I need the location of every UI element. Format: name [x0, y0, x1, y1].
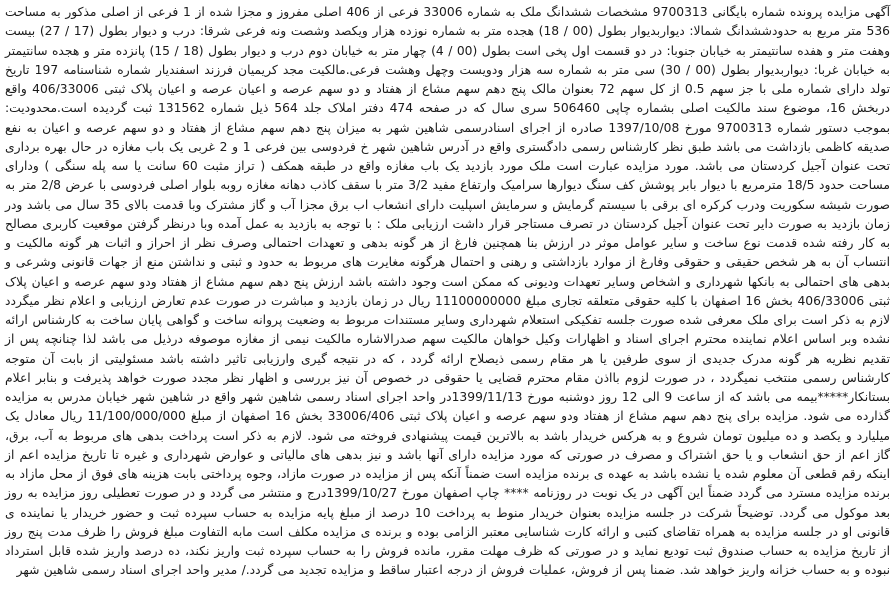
notice-body-text: آگهی مزایده پرونده شماره بایگانی 9700313 مشخصات ششدانگ ملک به شماره 33006 فرعی از 406 اصلی مفروز و مجزا شده از 1 فرعی از اصلی مذکور به مساحت 536 متر مربع به حدودششدانگ شمالا: دیواربدیوار بطول (00 / 18) هجده متر به شماره نوزده هزار ویکصد وشصت ونه فرعی شرقا: درب و دیوار بطول (17 / 27) بیست وهفت متر و هفده سانتیمتر به خیابان جنوبا: در دو قسمت اول پخی است بطول (00 / 4) چهار متر به خیابان دوم درب و دیوار بطول (18 / 15) پانزده متر و هجده سانتیمتر به خیابان غربا: دیواربدیوار بطول (00 / 30) سی متر به شماره سه هزار ودویست وچهل وهشت فرعی.مالکیت مجد کریمیان فرزند اسفندیار شماره شناسنامه 197 تاریخ تولد دارای شماره ملی با جز سهم 0.5 از کل سهم 72 بعنوان مالک پنج دهم سهم مشاع از هفتاد و دو سهم عرصه و اعیان عرصه و اعیان پلاک ثبتی 406/33006 واقع دربخش 16، موضوع سند مالکیت اصلی بشماره چاپی 506460 سری سال که در صفحه 474 دفتر املاک جلد 564 ذیل شماره 131562 ثبت گردیده است.محدودیت: بموجب دستور شماره 9700313 مورخ 1397/10/08 صادره از اجرای اسنادرسمی شاهین شهر به میزان پنج دهم سهم مشاع از هفتاد و دو سهم عرصه و اعیان به نفع صدیقه کاظمی بازداشت می باشد طبق نظر کارشناس رسمی دادگستری واقع در آدرس شاهین شهر خ فردوسی بین فرعی 1 و 2 غربی یک باب مغازه در حال بهره برداری تحت عنوان آجیل کردستان می باشد. مورد مزایده عبارت است ملک مورد بازدید یک باب مغازه واقع در طبقه همکف ( تراز مثبت 60 سانت یا سه پله سنگی ) ودارای مساحت حدود 18/5 مترمربع با دیوار بابر پوشش کف سنگ دیوارها سرامیک وارتفاع مفید 3/2 متر با سقف کاذب دهانه مغازه روبه بلوار اصلی فردوسی با عرض 2/8 متر به صورت شیشه سکوریت ودرب کرکره ای برقی با سیستم گرمایش و سرمایش اسپلیت دارای انشعاب اب برق مجزا آب و گاز مشترک وبا قدمت بالای 35 سال می باشد ودر زمان بازدید به صورت دایر تحت عنوان آجیل کردستان در تصرف مستاجر قرار داشت ارزیابی ملک : با توجه به بازدید به عمل آمده وبا درنظر گرفتن موقعیت کاربری مصالح به کار رفته شده قدمت نوع ساخت و سایر عوامل موثر در ارزش بنا همچنین فارغ از هر گونه بدهی و تعهدات احتمالی وصرف نظر از احراز و اثبات هر گونه مالکیت و انتساب آن به هر شخص حقیقی و حقوقی وفارغ از موارد بازداشتی و رهنی و احتمال هرگونه مغایرت های مربوط به حدود و ثبتی و نداشتن منع از جهات قانونی وشرعی و بدهی های احتمالی به بانکها شهرداری و اشخاص وسایر تعهدات ودیونی که ممکن است وجود داشته باشد ارزش پنج دهم سهم مشاع از هفتاد ودو سهم عرصه و اعیان پلاک ثبتی 406/33006 بخش 16 اصفهان با کلیه حقوقی متعلقه تجاری مبلغ 11100000000 ریال در زمان بازدید و مباشرت در صورت عدم تعارض ارزیابی و اعلام نظر میگردد لازم به ذکر است برای ملک معرفی شده صورت جلسه تفکیکی استعلام شهرداری وسایر مستندات مربوط به وضعیت پروانه ساخت و گواهی پایان ساخت به کارشناس ارائه نشده وبر اساس اعلام نماینده محترم اجرای اسناد و اظهارات وکیل خواهان مالکیت سهم صدرالاشاره مالکیت نیمی از مغازه موصوفه درذیل می باشد لذا چنانچه پس از تقدیم نظریه هر گونه مدرک جدیدی از سوی طرفین یا هر مقام رسمی ذیصلاح ارائه گردد ، که در نتیجه گیری وارزیابی تاثیر داشته باشد مسئولیتی از بابت آن متوجه کارشناس رسمی منتخب نمیگردد ، در صورت لزوم بااذن مقام محترم قضایی یا حقوقی در خصوص آن نیز بررسی و اظهار نظر مجدد صورت خواهد پذیرفت و بنابر اعلام بستانکار*****بیمه می باشد که از ساعت 9 الی 12 روز دوشنبه مورخ 1399/11/13در واحد اجرای اسناد رسمی شاهین شهر واقع در شاهین شهر خیابان مدرس به مزایده گذارده می شود. مزایده برای پنج دهم سهم مشاع از هفتاد ودو سهم عرصه و اعیان پلاک ثبتی 33006/406 بخش 16 اصفهان از مبلغ 11/100/000/000 ریال معادل یک میلیارد و یکصد و ده میلیون تومان شروع و به هرکس خریدار باشد به بالاترین قیمت پیشنهادی فروخته می شود. لازم به ذکر است پرداخت بدهی های مربوط به آب، برق، گاز اعم از حق انشعاب و یا حق اشتراک و مصرف در صورتی که مورد مزایده دارای آنها باشد و نیز بدهی های مالیاتی و عوارض شهرداری و غیره تا تاریخ مزایده اعم از اینکه رقم قطعی آن معلوم شده یا نشده باشد به عهده ی برنده مزایده است ضمناً آنکه پس از مزایده در صورت مازاد، وجوه پرداختی بابت هزینه های فوق از محل مازاد به برنده مزایده مسترد می گردد ضمناً این آگهی در یک نوبت در روزنامه **** چاپ اصفهان مورخ 1399/10/27درج و منتشر می گردد و در صورت تعطیلی روز مزایده به روز بعد موکول می گردد. توضیحاً شرکت در جلسه مزایده بعنوان خریدار منوط به پرداخت 10 درصد از مبلغ پایه مزایده به حساب سپرده ثبت و حضور خریدار یا نماینده ی قانونی او در جلسه مزایده به همراه تقاضای کتبی و ارائه کارت شناسایی معتبر الزامی بوده و برنده ی مزایده مکلف است مابه التفاوت مبلغ فروش را ظرف مدت پنج روز از تاریخ مزایده به حساب صندوق ثبت تودیع نماید و در صورتی که ظرف مهلت مقرر، مانده فروش را به حساب سپرده ثبت واریز نکند، ده درصد واریز شده قابل استرداد نبوده و به حساب خزانه واریز خواهد شد. ضمنا پس از فروش، عملیات فروش از درجه اعتبار ساقط و مزایده تجدید می گردد./ مدیر واحد اجرای اسناد رسمی شاهین شهر: [5, 5, 891, 578]
